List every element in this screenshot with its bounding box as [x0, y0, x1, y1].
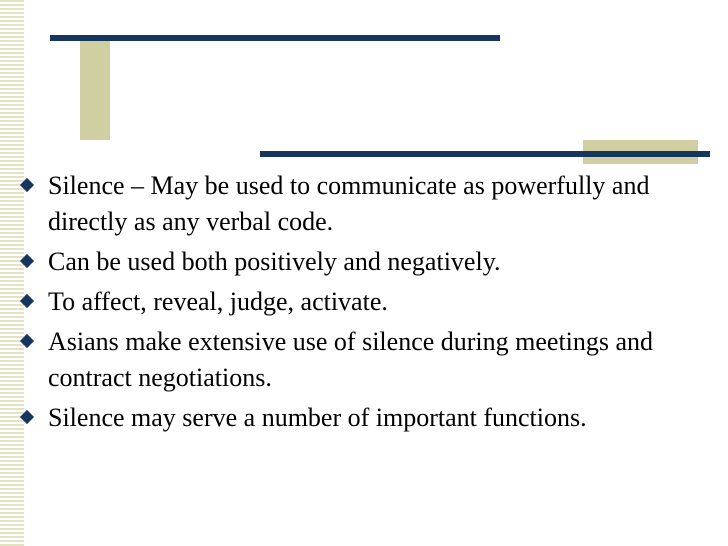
navy-line-decoration-right: [260, 151, 710, 157]
diamond-bullet-icon: [20, 334, 34, 348]
bullet-text: Silence – May be used to communicate as powerfully and directly as any verbal code.: [48, 171, 650, 236]
diamond-bullet-icon: [20, 410, 34, 424]
bullet-list: [18, 168, 698, 440]
bullet-text: Asians make extensive use of silence during meetings and contract negotiations.: [48, 327, 654, 392]
diamond-bullet-icon: [20, 178, 34, 192]
diamond-bullet-icon: [20, 294, 34, 308]
bullet-text: To affect, reveal, judge, activate.: [48, 287, 388, 316]
bullet-item: [18, 168, 698, 240]
bullet-text: Silence may serve a number of important functions.: [48, 403, 587, 432]
bullet-text: Can be used both positively and negatively.: [48, 247, 501, 276]
bullet-item: [18, 244, 698, 280]
bullet-item: [18, 324, 698, 396]
tan-block-decoration-top: [80, 40, 110, 140]
diamond-bullet-icon: [20, 254, 34, 268]
bullet-item: [18, 400, 698, 436]
bullet-item: [18, 284, 698, 320]
navy-line-decoration-top: [50, 35, 500, 41]
